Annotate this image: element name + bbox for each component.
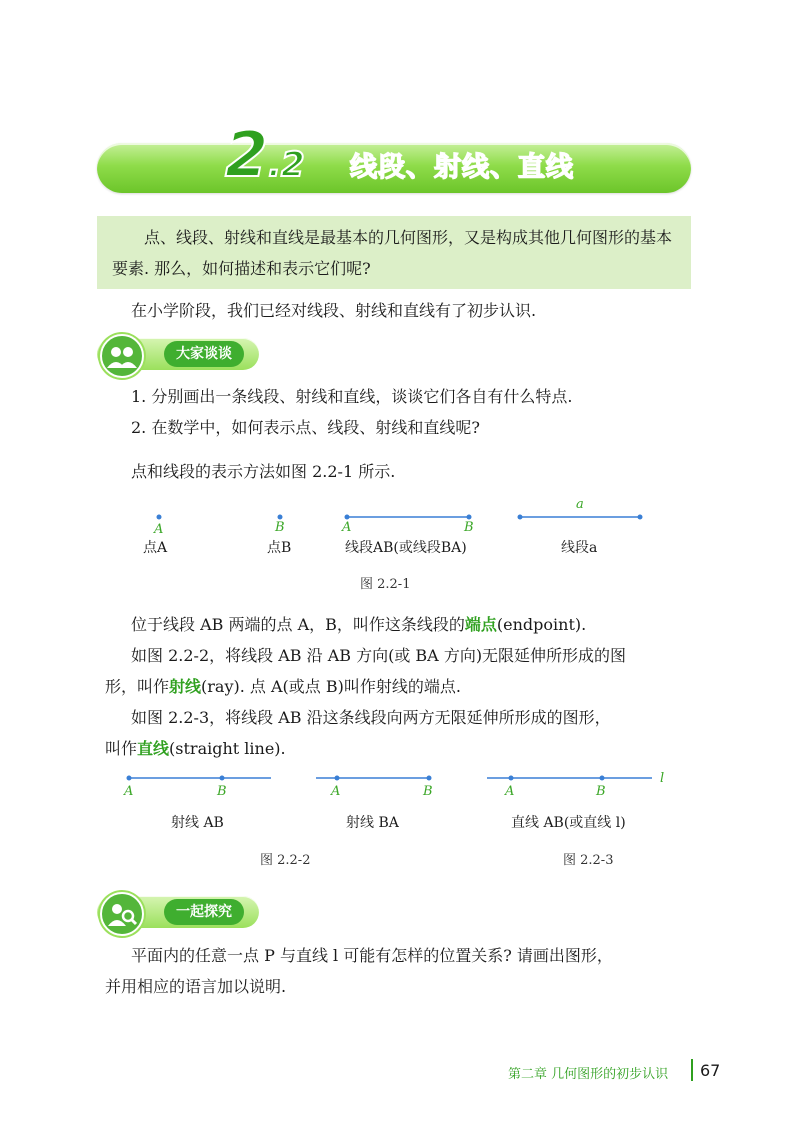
section-number-sub: .2 (268, 145, 305, 185)
paragraph-3-post: (endpoint). (496, 615, 587, 634)
ray-ab-caption: 射线 AB (171, 815, 224, 831)
point-b-label: B (275, 520, 285, 535)
line-ab-a-dot (509, 776, 514, 781)
paragraph-4-pre: 形，叫作 (105, 677, 170, 696)
segment-a-start-dot (518, 515, 523, 520)
segment-ab-start-label: A (342, 520, 352, 535)
ray-ab-b-label: B (217, 784, 227, 799)
segment-a-end-dot (638, 515, 643, 520)
people-icon (100, 334, 144, 378)
discuss-item-1: 1. 分别画出一条线段、射线和直线，谈谈它们各自有什么特点. (131, 387, 573, 406)
paragraph-5-line-2 (105, 737, 286, 761)
segment-ab-end-label: B (464, 520, 474, 535)
segment-a-caption: 线段a (561, 540, 598, 556)
ray-ab-a-dot (127, 776, 132, 781)
paragraph-1: 在小学阶段，我们已经对线段、射线和直线有了初步认识. (131, 301, 537, 320)
section-title: 线段、射线、直线 (350, 152, 574, 183)
segment-a-label: a (576, 497, 584, 512)
ray-ba-b-dot (427, 776, 432, 781)
point-b-dot (278, 515, 283, 520)
line-l-label: l (660, 771, 665, 786)
paragraph-2: 点和线段的表示方法如图 2.2-1 所示. (131, 462, 396, 481)
line-ab-b-dot (600, 776, 605, 781)
term-ray: 射线 (169, 677, 202, 696)
footer-chapter: 第二章 几何图形的初步认识 (508, 1067, 669, 1082)
discuss-item-2: 2. 在数学中，如何表示点、线段、射线和直线呢? (131, 418, 480, 437)
segment-ab-caption: 线段AB(或线段BA) (345, 540, 467, 556)
figure-2-2-1 (0, 495, 800, 565)
explore-line-2: 并用相应的语言加以说明. (105, 977, 287, 996)
explore-line-1: 平面内的任意一点 P 与直线 l 可能有怎样的位置关系? 请画出图形， (131, 946, 613, 965)
paragraph-3-pre: 位于线段 AB 两端的点 A，B，叫作这条线段的 (131, 615, 465, 634)
figure-2-2-2-caption: 图 2.2-2 (260, 853, 311, 868)
point-a-label: A (154, 522, 164, 537)
ray-ba-a-dot (335, 776, 340, 781)
paragraph-5-pre: 叫作 (105, 739, 138, 758)
footer-divider (691, 1059, 693, 1081)
line-ab-caption: 直线 AB(或直线 l) (511, 815, 626, 831)
discuss-label: 大家谈谈 (164, 341, 244, 367)
section-number-main: 2 (225, 118, 269, 191)
segment-ab-end-dot (467, 515, 472, 520)
segment-ab-start-dot (345, 515, 350, 520)
ray-ba-caption: 射线 BA (346, 815, 399, 831)
ray-ab-b-dot (220, 776, 225, 781)
ray-ba-b-label: B (423, 784, 433, 799)
figure-2-2-2-and-3 (0, 765, 800, 837)
intro-body: 点、线段、射线和直线是最基本的几何图形，又是构成其他几何图形的基本要素. 那么，如何描述和表示它们呢? (112, 228, 673, 278)
ray-ab-a-label: A (124, 784, 134, 799)
line-ab-b-label: B (596, 784, 606, 799)
magnifier-people-icon (100, 892, 144, 936)
point-a-caption: 点A (143, 540, 168, 556)
paragraph-5-post: (straight line). (169, 739, 286, 758)
paragraph-4-line-1: 如图 2.2-2，将线段 AB 沿 AB 方向(或 BA 方向)无限延伸所形成的图 (131, 646, 627, 665)
figure-2-2-1-caption: 图 2.2-1 (360, 577, 411, 592)
figure-2-2-3-caption: 图 2.2-3 (563, 853, 614, 868)
line-ab-a-label: A (505, 784, 515, 799)
section-number (225, 120, 345, 190)
ray-ba-a-label: A (331, 784, 341, 799)
term-endpoint: 端点 (464, 615, 497, 634)
paragraph-4-line-2 (105, 675, 461, 699)
paragraph-3 (131, 613, 586, 637)
point-b-caption: 点B (267, 540, 292, 556)
explore-label: 一起探究 (164, 899, 244, 925)
point-a-dot (157, 515, 162, 520)
footer-page-number: 67 (700, 1061, 721, 1080)
paragraph-4-post: (ray). 点 A(或点 B)叫作射线的端点. (201, 677, 461, 696)
paragraph-5-line-1: 如图 2.2-3，将线段 AB 沿这条线段向两方无限延伸所形成的图形， (131, 708, 611, 727)
intro-text (112, 222, 684, 284)
term-straight-line: 直线 (137, 739, 170, 758)
